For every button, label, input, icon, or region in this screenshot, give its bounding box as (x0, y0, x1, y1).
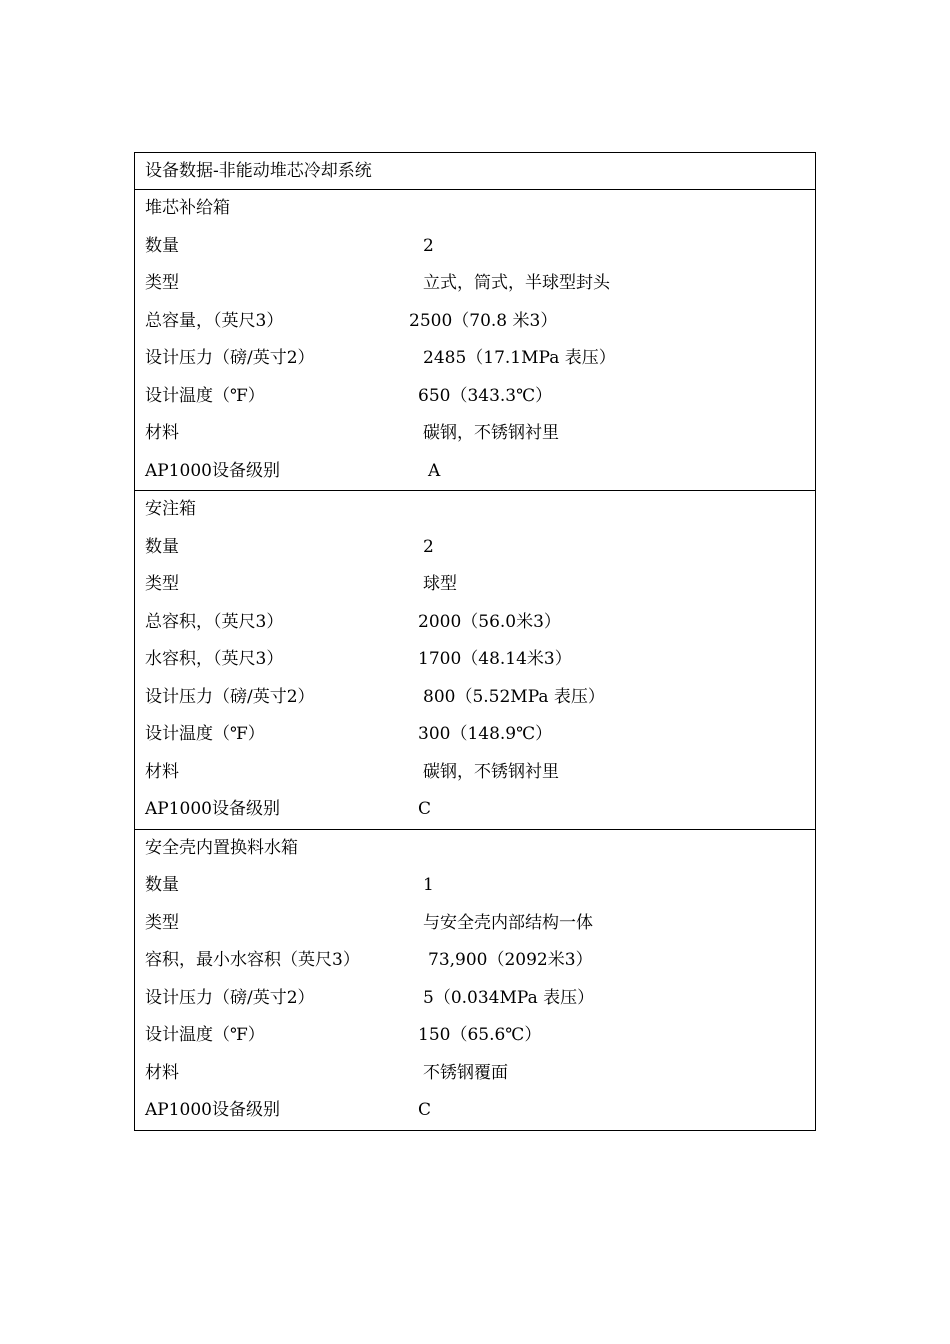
row-label: 设计压力（磅/英寸2） (145, 686, 315, 707)
row-value: C (418, 799, 432, 819)
section-core-makeup-tank (135, 190, 815, 491)
row-value: C (418, 1100, 432, 1120)
section-header: 安注箱 (145, 499, 196, 519)
table-row (135, 679, 815, 717)
table-row (135, 303, 815, 341)
row-label: AP1000设备级别 (145, 1100, 280, 1120)
row-label: 类型 (145, 912, 179, 933)
table-row (135, 641, 815, 679)
table-row (135, 1017, 815, 1055)
row-label: 设计温度（℉） (145, 385, 265, 406)
table-row (135, 529, 815, 567)
table-row (135, 754, 815, 792)
row-value: 5（0.034MPa 表压） (423, 987, 595, 1008)
row-label: 设计压力（磅/英寸2） (145, 348, 315, 368)
row-label: 容积，最小水容积（英尺3） (145, 950, 360, 970)
section-accumulator (135, 491, 815, 830)
table-row (135, 1055, 815, 1093)
equipment-data-table (134, 152, 816, 1131)
row-value: 1 (423, 875, 434, 895)
row-value: 球型 (423, 574, 457, 594)
table-row (135, 1092, 815, 1130)
row-label: 总容量，（英尺3） (145, 310, 284, 331)
row-value: 800（5.52MPa 表压） (423, 686, 605, 707)
row-value: 2485（17.1MPa 表压） (423, 348, 616, 368)
table-row (135, 228, 815, 266)
table-row (135, 980, 815, 1018)
row-label: 类型 (145, 574, 179, 594)
table-row (135, 340, 815, 378)
row-label: 材料 (145, 761, 179, 782)
row-value: 碳钢，不锈钢衬里 (423, 423, 559, 443)
row-value: 不锈钢覆面 (423, 1062, 508, 1083)
row-label: AP1000设备级别 (145, 799, 280, 819)
row-value: 2 (423, 235, 434, 256)
row-label: 设计温度（℉） (145, 1025, 265, 1045)
table-row (135, 378, 815, 416)
row-value: 73,900（2092米3） (428, 950, 593, 970)
section-header: 安全壳内置换料水箱 (145, 837, 298, 858)
table-row (135, 604, 815, 642)
row-label: 总容积，（英尺3） (145, 611, 284, 632)
row-label: 类型 (145, 273, 179, 293)
row-label: 设计温度（℉） (145, 724, 265, 744)
row-label: 材料 (145, 423, 179, 443)
table-title: 设备数据-非能动堆芯冷却系统 (135, 153, 815, 190)
row-value: 1700（48.14米3） (418, 649, 572, 669)
table-row (135, 942, 815, 980)
table-row (135, 905, 815, 943)
row-label: 设计压力（磅/英寸2） (145, 987, 315, 1008)
row-value: 2000（56.0米3） (418, 611, 561, 632)
table-row (135, 265, 815, 303)
row-value: 2 (423, 536, 434, 557)
row-value: 650（343.3℃） (418, 385, 553, 406)
table-row (135, 791, 815, 829)
table-row (135, 867, 815, 905)
table-row (135, 453, 815, 491)
row-value: A (428, 460, 441, 481)
table-row (135, 566, 815, 604)
row-value: 2500（70.8 米3） (409, 310, 558, 331)
row-label: 材料 (145, 1062, 179, 1083)
table-row (135, 716, 815, 754)
row-label: 数量 (145, 875, 179, 895)
row-label: 数量 (145, 235, 179, 256)
row-value: 300（148.9℃） (418, 724, 553, 744)
row-label: AP1000设备级别 (145, 460, 280, 481)
section-irwst (135, 830, 815, 1130)
table-row (135, 415, 815, 453)
row-value: 与安全壳内部结构一体 (423, 912, 593, 933)
section-header: 堆芯补给箱 (145, 198, 230, 218)
row-label: 数量 (145, 536, 179, 557)
row-value: 立式，筒式，半球型封头 (423, 273, 610, 293)
row-label: 水容积，（英尺3） (145, 649, 284, 669)
row-value: 150（65.6℃） (418, 1025, 542, 1045)
row-value: 碳钢，不锈钢衬里 (423, 761, 559, 782)
